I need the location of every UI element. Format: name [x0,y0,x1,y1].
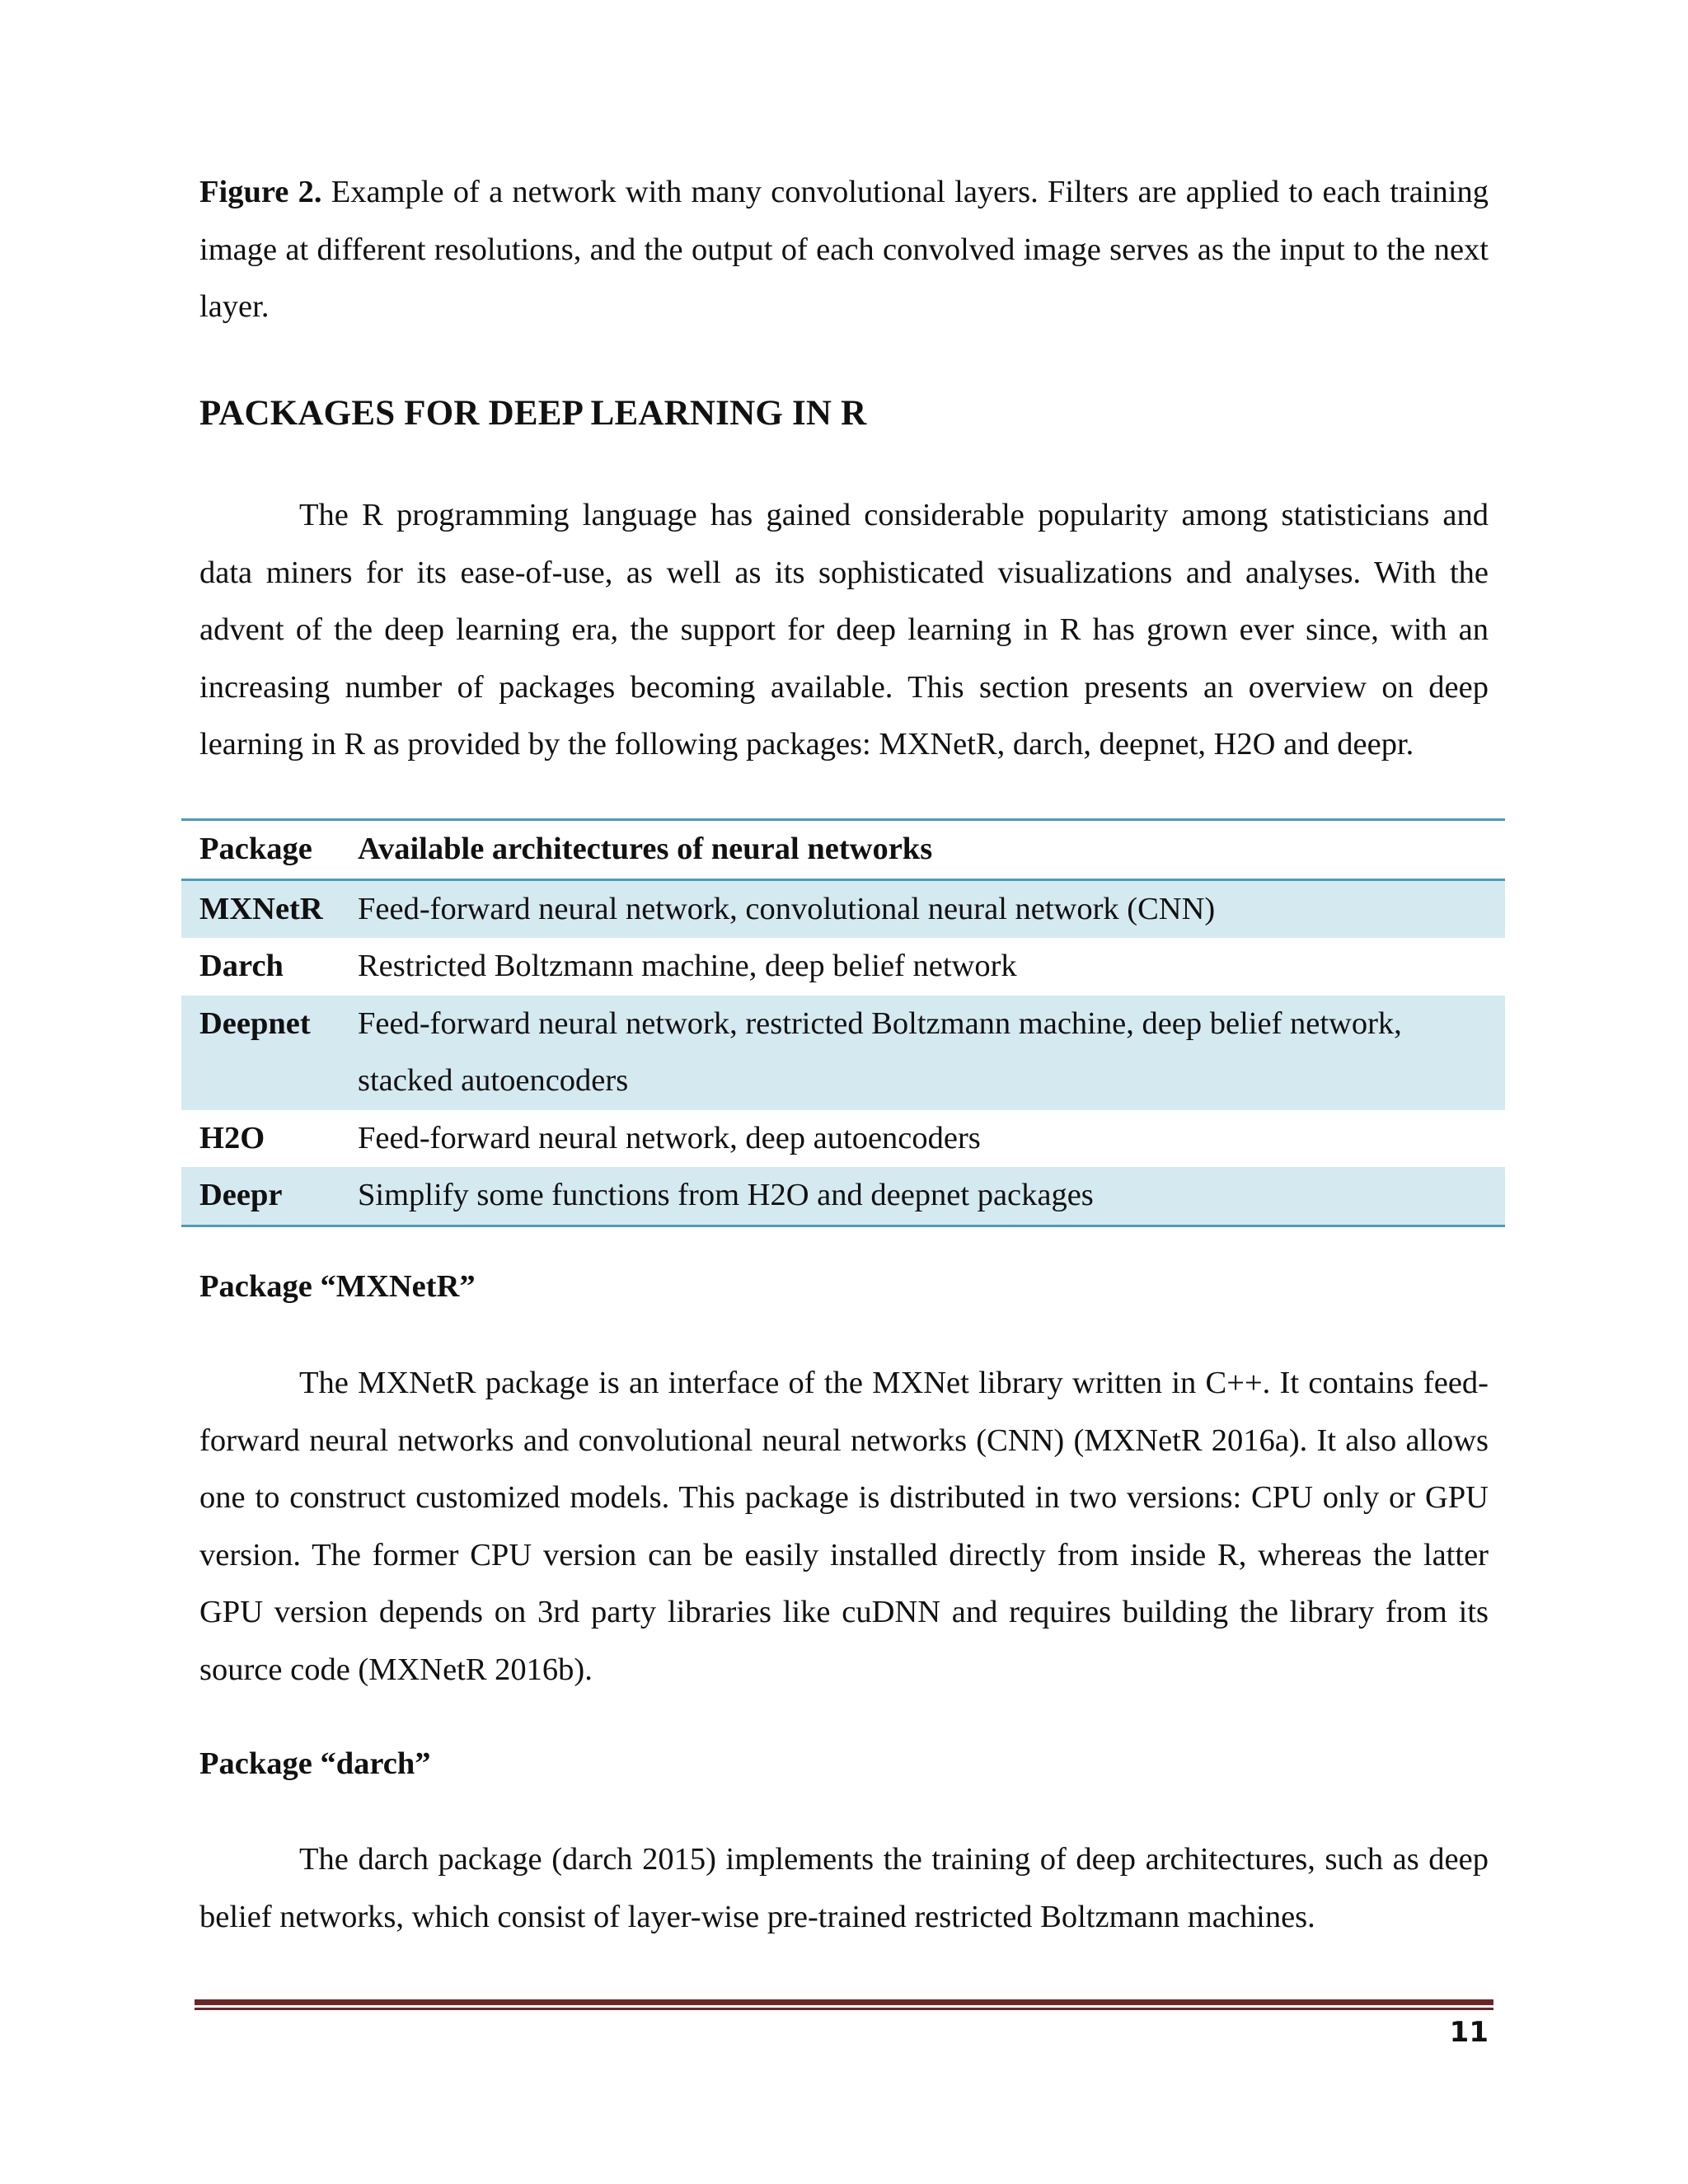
package-name: Darch [199,949,284,983]
mxnetr-heading: Package “MXNetR” [199,1269,476,1304]
mxnetr-paragraph: The MXNetR package is an interface of the MXNet library written in C++. It contains feed-forward neural networks and convolutional neural networks (CNN) (MXNetR 2016a). It also allows one to construct customized models. This package is distributed in two versions: CPU only or GPU version. The former CPU version can be easily installed directly from inside R, whereas the latter GPU version depends on 3rd party libraries like cuDNN and requires building the library from its source code (MXNetR 2016b). [199,1366,1489,1687]
package-architectures: Feed-forward neural network, deep autoencoders [358,1120,981,1155]
footer-rule [195,1999,1493,2005]
figure-caption [199,164,1489,336]
package-architectures: Simplify some functions from H2O and deepnet packages [358,1178,1094,1212]
section-title: PACKAGES FOR DEEP LEARNING IN R [199,394,867,433]
footer-rule-thin [195,2008,1493,2010]
package-name: Deepr [199,1178,283,1212]
table-row [181,1167,1505,1226]
header-architectures: Available architectures of neural networks [358,832,933,866]
table-row [181,1110,1505,1168]
figure-caption-text: Example of a network with many convolutional layers. Filters are applied to each training image at different resolutions, and the output of each convolved image serves as the input to the next layer. [199,175,1489,324]
package-name: H2O [199,1120,265,1155]
figure-label: Figure 2. [199,175,322,209]
package-name: MXNetR [199,891,323,926]
package-name: Deepnet [199,1005,311,1041]
darch-paragraph: The darch package (darch 2015) implements the training of deep architectures, such as deep belief networks, which consist of layer-wise pre-trained restricted Boltzmann machines. [199,1842,1489,1934]
table-header-row [181,820,1505,880]
package-architectures: Feed-forward neural network, restricted Boltzmann machine, deep belief network, stacked autoencoders [358,1005,1402,1098]
package-architectures: Restricted Boltzmann machine, deep belief network [358,949,1017,983]
page-number: 11 [1449,2016,1489,2049]
table-row [181,938,1505,996]
table-row [181,879,1505,938]
packages-table [181,818,1505,1227]
package-architectures: Feed-forward neural network, convolutional neural network (CNN) [358,891,1216,926]
table-row [181,996,1505,1110]
header-package: Package [199,832,312,866]
darch-heading: Package “darch” [199,1746,431,1781]
section-intro: The R programming language has gained considerable popularity among statisticians and data miners for its ease-of-use, as well as its sophisticated visualizations and analyses. With the advent of the deep learning era, the support for deep learning in R has grown ever since, with an increasing number of packages becoming available. This section presents an overview on deep learning in R as provided by the following packages: MXNetR, darch, deepnet, H2O and deepr. [199,498,1489,762]
